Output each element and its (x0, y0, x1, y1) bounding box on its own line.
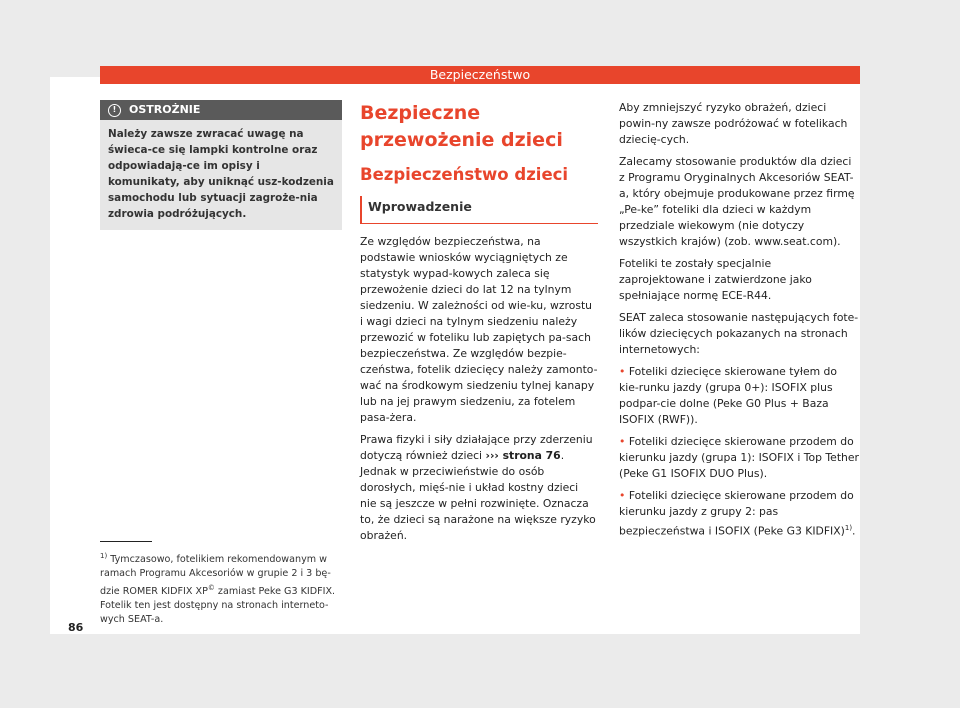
list-item-text: Foteliki dziecięce skierowane przodem do kierunku jazdy z grupy 2: pas bezpieczeństwa i ISOFIX (Peke G3 KIDFIX) (619, 489, 854, 538)
paragraph-2-text-b: . Jednak w przeciwieństwie do osób dorosłych, mięś-nie i układ kostny dzieci nie są jeszcze w pełni rozwinięte. Oznacza to, że dzieci są narażone na większe ryzyko obrażeń. (360, 449, 596, 542)
bullet-icon: • (619, 435, 626, 448)
list-item-text: Foteliki dziecięce skierowane przodem do kierunku jazdy (grupa 1): ISOFIX i Top Tether (Peke G1 ISOFIX DUO Plus). (619, 435, 859, 480)
page-title: Bezpieczne przewożenie dzieci (360, 102, 563, 151)
left-column (100, 100, 342, 230)
bullet-icon: • (619, 489, 626, 502)
list-item-text: Foteliki dziecięce skierowane tyłem do kie-runku jazdy (grupa 0+): ISOFIX plus podpar-cie dolne (Peke G0 Plus + Baza ISOFIX (RWF)). (619, 365, 837, 426)
footnote-ref[interactable]: 1) (844, 524, 853, 532)
footnote-marker: 1) (100, 552, 108, 560)
info-icon: ! (108, 104, 121, 117)
paragraph-6: SEAT zaleca stosowanie następujących fote-lików dziecięcych pokazanych na stronach internetowych: (619, 311, 859, 356)
footnote-text-a: Tymczasowo, fotelikiem rekomendowanym w ramach Programu Akcesoriów w grupie 2 i 3 bę-dzie ROMER KIDFIX XP (100, 554, 331, 598)
page-number: 86 (68, 621, 84, 634)
list-item (619, 364, 859, 428)
warning-text: Należy zawsze zwracać uwagę na świeca-ce się lampki kontrolne oraz odpowiadają-ce im opisy i komunikaty, aby uniknąć usz-kodzenia samochodu lub sytuacji zagroże-nia zdrowia podróżujących. (100, 120, 342, 230)
warning-box (100, 100, 342, 230)
paragraph-3: Aby zmniejszyć ryzyko obrażeń, dzieci powin-ny zawsze podróżować w fotelikach dziecię-cych. (619, 101, 848, 146)
subsection-title: Wprowadzenie (360, 196, 598, 224)
warning-header (100, 100, 342, 120)
copyright-mark: © (207, 584, 215, 593)
footnote (100, 549, 342, 627)
warning-label: OSTROŻNIE (129, 103, 201, 116)
paragraph-5: Foteliki te zostały specjalnie zaprojektowane i zatwierdzone jako spełniające normę ECE-R44. (619, 257, 812, 302)
right-column (619, 100, 859, 546)
list-item (619, 488, 859, 540)
footnote-divider (100, 541, 152, 542)
paragraph-2 (360, 432, 598, 544)
footnote-text-b: zamiast Peke G3 KIDFIX. Fotelik ten jest dostępny na stronach interneto-wych SEAT-a. (100, 586, 336, 626)
paragraph-2-text-a: Prawa fizyki i siły działające przy zderzeniu dotyczą również dzieci (360, 433, 593, 462)
paragraph-4: Zalecamy stosowanie produktów dla dzieci z Programu Oryginalnych Akcesoriów SEAT-a, który obejmuje produkowane przez firmę „Pe-ke” foteliki dla dzieci w każdym przedziale wiekowym (nie dotyczy wszystkich krajów) (zob. www.seat.com). (619, 155, 855, 248)
middle-column (360, 100, 598, 550)
list-item (619, 434, 859, 482)
bullet-icon: • (619, 365, 626, 378)
page-reference-link[interactable]: ››› strona 76 (485, 449, 561, 462)
section-title: Bezpieczeństwo dzieci (360, 165, 569, 184)
paragraph-1: Ze względów bezpieczeństwa, na podstawie wniosków wyciągniętych ze statystyk wypad-kowych zaleca się przewożenie dzieci do lat 12 na tylnym siedzeniu. W zależności od wie-ku, wzrostu i wagi dzieci na tylnym siedzeniu należy przewozić w foteliku lub zapiętych pa-sach bezpieczeństwa. Ze względów bezpie-czeństwa, fotelik dziecięcy należy zamonto-wać na środkowym siedzeniu tylnej kanapy lub na jej prawym siedzeniu, za fotelem pasa-żera. (360, 235, 598, 424)
list-item-end: . (852, 524, 856, 538)
page-header: Bezpieczeństwo (100, 66, 860, 84)
